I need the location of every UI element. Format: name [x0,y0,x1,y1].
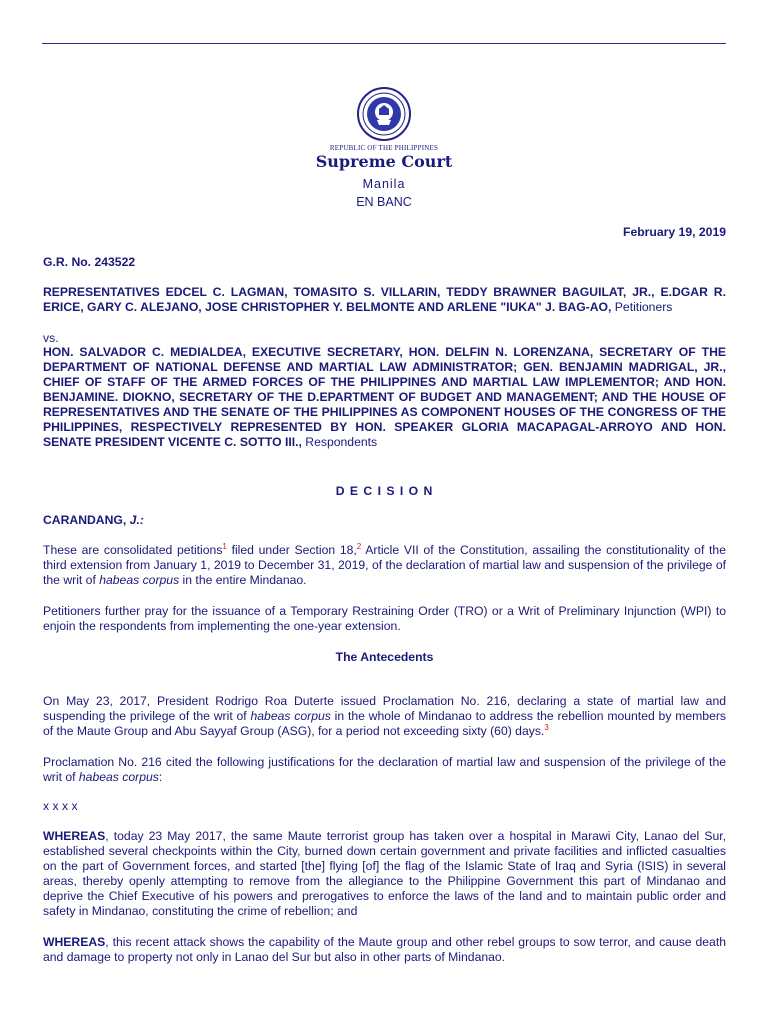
petitioners-role: Petitioners [611,300,673,314]
petitioners-block [43,285,726,315]
ponente-name: CARANDANG, [43,513,127,527]
top-rule [42,43,726,44]
court-division: EN BANC [356,195,412,209]
republic-label: REPUBLIC OF THE PHILIPPINES [329,144,439,152]
court-name: Supreme Court [315,152,453,171]
supreme-court-seal-icon [357,87,411,141]
respondents-block [43,345,726,450]
para4-text-b: : [158,770,163,784]
whereas1-lead: WHEREAS [43,829,106,843]
whereas1-text: , today 23 May 2017, the same Maute terrorist group has taken over a hospital in Marawi City, Lanao del Sur, established several checkpoints within the City, burned down certain government and private facilities and inflicted casualties on the part of Government forces, and started [the] flying [of] the flag of the Islamic State of Iraq and Syria (ISIS) in several areas, thereby openly attempting to remove from the allegiance to the Philippine Government this part of Mindanao and deprive the Chief Executive of his powers and prerogatives to enforce the laws of the land and to maintain public order and safety in Mindanao, constituting the crime of rebellion; and [43,829,726,918]
decision-date: February 19, 2019 [623,225,726,239]
ponente [43,513,726,528]
respondents-names: HON. SALVADOR C. MEDIALDEA, EXECUTIVE SECRETARY, HON. DELFIN N. LORENZANA, SECRETARY OF THE DEPARTMENT OF NATIONAL DEFENSE AND MARTIAL LAW ADMINISTRATOR; GEN. BENJAMIN MADRIGAL, JR., CHIEF OF STAFF OF THE ARMED FORCES OF THE PHILIPPINES AND MARTIAL LAW IMPLEMENTOR; AND HON. BENJAMINE. DIOKNO, SECRETARY OF THE D.EPARTMENT OF BUDGET AND MANAGEMENT; AND THE HOUSE OF REPRESENTATIVES AND THE SENATE OF THE PHILIPPINES AS COMPONENT HOUSES OF THE CONGRESS OF THE PHILIPPINES, RESPECTIVELY REPRESENTED BY HON. SPEAKER GLORIA MACAPAGAL-ARROYO AND HON. SENATE PRESIDENT VICENTE C. SOTTO III., [43,345,726,449]
whereas2-lead: WHEREAS [43,935,106,949]
para4-text-a: Proclamation No. 216 cited the following justifications for the declaration of martial law and suspension of the privilege of the writ of [43,755,726,784]
decision-title: D E C I S I O N [335,484,434,498]
para2-text: Petitioners further pray for the issuance of a Temporary Restraining Order (TRO) or a Writ of Preliminary Injunction (WPI) to enjoin the respondents from implementing the one-year extension. [43,604,726,633]
whereas-clause-1 [43,829,726,919]
gr-number: G.R. No. 243522 [43,255,136,269]
paragraph-3 [43,694,726,739]
para1-text-c: Article VII of the Constitution, assailing the constitutionality of the third extension from January 1, 2019 to December 31, 2019, of the declaration of martial law and suspension of the privilege of the writ of [43,543,726,587]
omission-marker: x x x x [43,799,78,813]
antecedents-heading: The Antecedents [335,650,434,664]
whereas2-text: , this recent attack shows the capability of the Maute group and other rebel groups to sow terror, and cause death and damage to property not only in Lanao del Sur but also in other parts of Mindanao. [43,935,726,964]
respondents-role: Respondents [305,435,378,449]
paragraph-4 [43,755,726,785]
versus-label: vs. [43,331,59,345]
footnote-1-link[interactable]: 1 [222,541,227,551]
para1-text-a: These are consolidated petitions [43,543,223,557]
court-city: Manila [362,177,406,191]
para3-text-a: On May 23, 2017, President Rodrigo Roa Duterte issued Proclamation No. 216, declaring a state of martial law and suspending the privilege of the writ of [43,694,726,723]
ponente-suffix: J.: [129,513,144,527]
para1-text-b: filed under Section 18, [226,543,357,557]
petitioners-names: REPRESENTATIVES EDCEL C. LAGMAN, TOMASITO S. VILLARIN, TEDDY BRAWNER BAGUILAT, JR., E.DGAR R. ERICE, GARY C. ALEJANO, JOSE CHRISTOPHER Y. BELMONTE AND ARLENE "IUKA" J. BAG-AO, [43,285,726,314]
para1-italic: habeas corpus [99,573,180,587]
para1-text-d: in the entire Mindanao. [179,573,307,587]
whereas-clause-2 [43,935,726,965]
footnote-2-link[interactable]: 2 [356,541,362,551]
svg-text:· · · · · ·: · · · · · · [377,91,391,97]
paragraph-2 [43,604,726,634]
footnote-3-link[interactable]: 3 [544,722,549,732]
para3-italic: habeas corpus [250,709,331,723]
para4-italic: habeas corpus [78,770,159,784]
para3-text-b: in the whole of Mindanao to address the rebellion mounted by members of the Maute Group and Abu Sayyaf Group (ASG), for a period not exceeding sixty (60) days. [43,709,727,738]
paragraph-1 [43,543,726,588]
